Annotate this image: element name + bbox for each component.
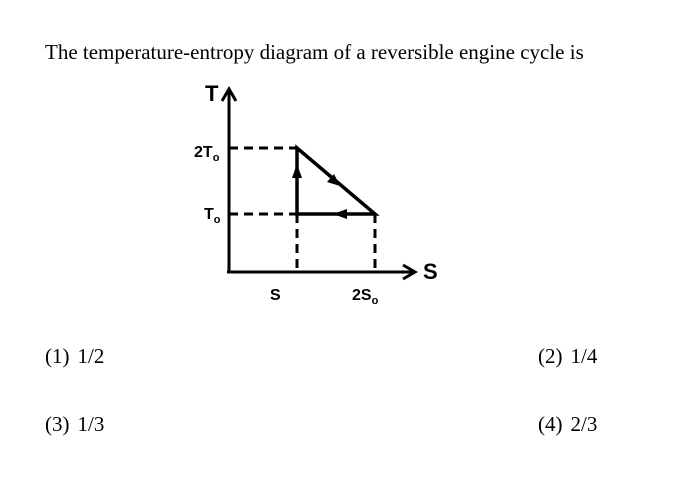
tick-label-2to: $2T_o$ [194, 144, 220, 164]
option-1[interactable] [45, 344, 104, 369]
option-4-text: 2/3 [570, 412, 598, 436]
option-1-text: 1/2 [77, 344, 105, 368]
arrow-left-icon [333, 209, 347, 219]
tick-label-to: $T_o$ [204, 206, 221, 226]
tick-label-s: S [270, 287, 281, 304]
option-2-number: (2) [538, 344, 563, 368]
question-text: The temperature-entropy diagram of a reversible engine cycle is [45, 40, 584, 64]
option-4[interactable] [538, 412, 597, 437]
s-axis-label: S [423, 259, 438, 284]
option-2[interactable] [538, 344, 597, 369]
option-3[interactable] [45, 412, 104, 437]
option-3-number: (3) [45, 412, 70, 436]
option-1-number: (1) [45, 344, 70, 368]
option-3-text: 1/3 [77, 412, 105, 436]
t-axis-label: T [205, 81, 219, 106]
option-2-text: 1/4 [570, 344, 598, 368]
tick-label-2so: $2S_o$ [352, 287, 379, 307]
option-4-number: (4) [538, 412, 563, 436]
arrow-up-icon [292, 164, 302, 178]
